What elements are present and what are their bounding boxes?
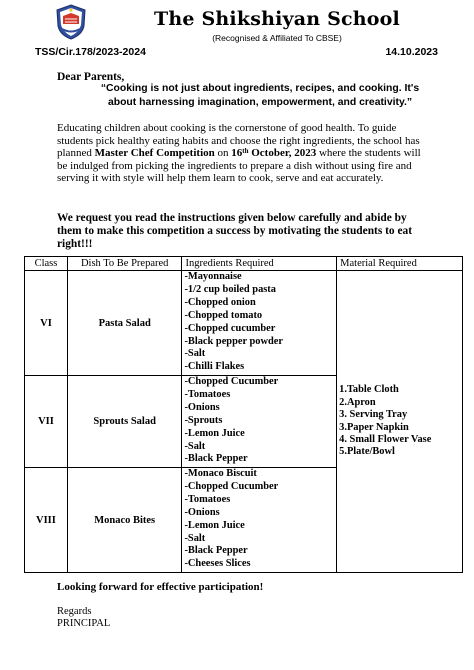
regards: Regards <box>57 606 92 617</box>
ingredient-item: -Onions <box>184 506 220 518</box>
header-material: Material Required <box>337 257 463 271</box>
ingredient-item: -Black pepper powder <box>184 335 283 347</box>
competition-table <box>24 256 463 573</box>
ingredient-item: -Black Pepper <box>184 453 248 465</box>
ingredient-item: -Chopped Cucumber <box>184 480 279 492</box>
greeting: Dear Parents, <box>57 71 125 83</box>
material-item: 1.Table Cloth <box>339 384 399 396</box>
ingredient-item: -Lemon Juice <box>184 519 245 531</box>
dish-cell: Sprouts Salad <box>67 376 182 468</box>
ingredient-item: -Lemon Juice <box>184 427 245 439</box>
competition-name: Master Chef Competition <box>94 147 215 160</box>
ingredient-item: -Salt <box>184 440 206 452</box>
material-item: 4. Small Flower Vase <box>339 433 432 445</box>
ingredient-item: -Cheeses Slices <box>184 558 251 570</box>
ingredient-item: -Onions <box>184 401 220 413</box>
ingredients-cell <box>182 376 337 468</box>
materials-cell <box>337 271 463 573</box>
ingredient-item: -Tomatoes <box>184 388 231 400</box>
ingredient-item: -Monaco Biscuit <box>184 468 257 479</box>
ingredient-item: -1/2 cup boiled pasta <box>184 283 276 295</box>
ingredient-item: -Chopped Cucumber <box>184 376 279 387</box>
ingredient-item: -Chopped onion <box>184 296 256 308</box>
ingredient-item: -Chopped cucumber <box>184 322 276 334</box>
class-cell: VI <box>25 271 68 376</box>
ingredient-item: -Tomatoes <box>184 493 231 505</box>
table-row <box>25 271 463 376</box>
material-item: 3. Serving Tray <box>339 409 408 421</box>
quote: “Cooking is not just about ingredients, recipes, and cooking. It's about harnessing imagination, empowerment, and creativity.” <box>100 83 420 108</box>
material-item: 3.Paper Napkin <box>339 421 409 433</box>
ingredient-item: -Chilli Flakes <box>184 361 245 373</box>
signatory: PRINCIPAL <box>57 618 111 629</box>
ingredients-cell <box>182 468 337 573</box>
circular-date: 14.10.2023 <box>385 46 438 58</box>
table-header-row <box>25 257 463 271</box>
school-name: The Shikshiyan School <box>154 8 400 30</box>
material-item: 2.Apron <box>339 396 376 408</box>
ingredient-item: -Black Pepper <box>184 545 248 557</box>
closing-line: Looking forward for effective participation! <box>57 581 264 593</box>
header-dish: Dish To Be Prepared <box>67 257 182 271</box>
ingredient-item: -Sprouts <box>184 414 223 426</box>
ingredients-cell <box>182 271 337 376</box>
class-cell: VII <box>25 376 68 468</box>
material-item: 5.Plate/Bowl <box>339 446 395 458</box>
school-affiliation: (Recognised & Affiliated To CBSE) <box>212 33 342 43</box>
intro-paragraph: Educating children about cooking is the cornerstone of good health. To guide students pick healthy eating habits and choose the right ingredients, the school has planned Master Chef Competition on 16th October, 2023 where the students will be indulged from picking the ingredients to prepare a dish without using fire and serving it with style will help them learn to cook, serve and eat accurately. <box>57 122 421 185</box>
ingredient-item: -Salt <box>184 348 206 360</box>
ingredient-item: -Salt <box>184 532 206 544</box>
header-ingredients: Ingredients Required <box>182 257 337 271</box>
dish-cell: Pasta Salad <box>67 271 182 376</box>
class-cell: VIII <box>25 468 68 573</box>
request-paragraph: We request you read the instructions given below carefully and abide by them to make this competition a success by motivating the students to eat right!!! <box>57 212 412 250</box>
ingredient-item: -Mayonnaise <box>184 271 242 282</box>
dish-cell: Monaco Bites <box>67 468 182 573</box>
competition-date: 16th October, 2023 <box>231 147 317 160</box>
header-class: Class <box>25 257 68 271</box>
circular-number: TSS/Cir.178/2023-2024 <box>35 46 146 58</box>
ingredient-item: -Chopped tomato <box>184 309 263 321</box>
